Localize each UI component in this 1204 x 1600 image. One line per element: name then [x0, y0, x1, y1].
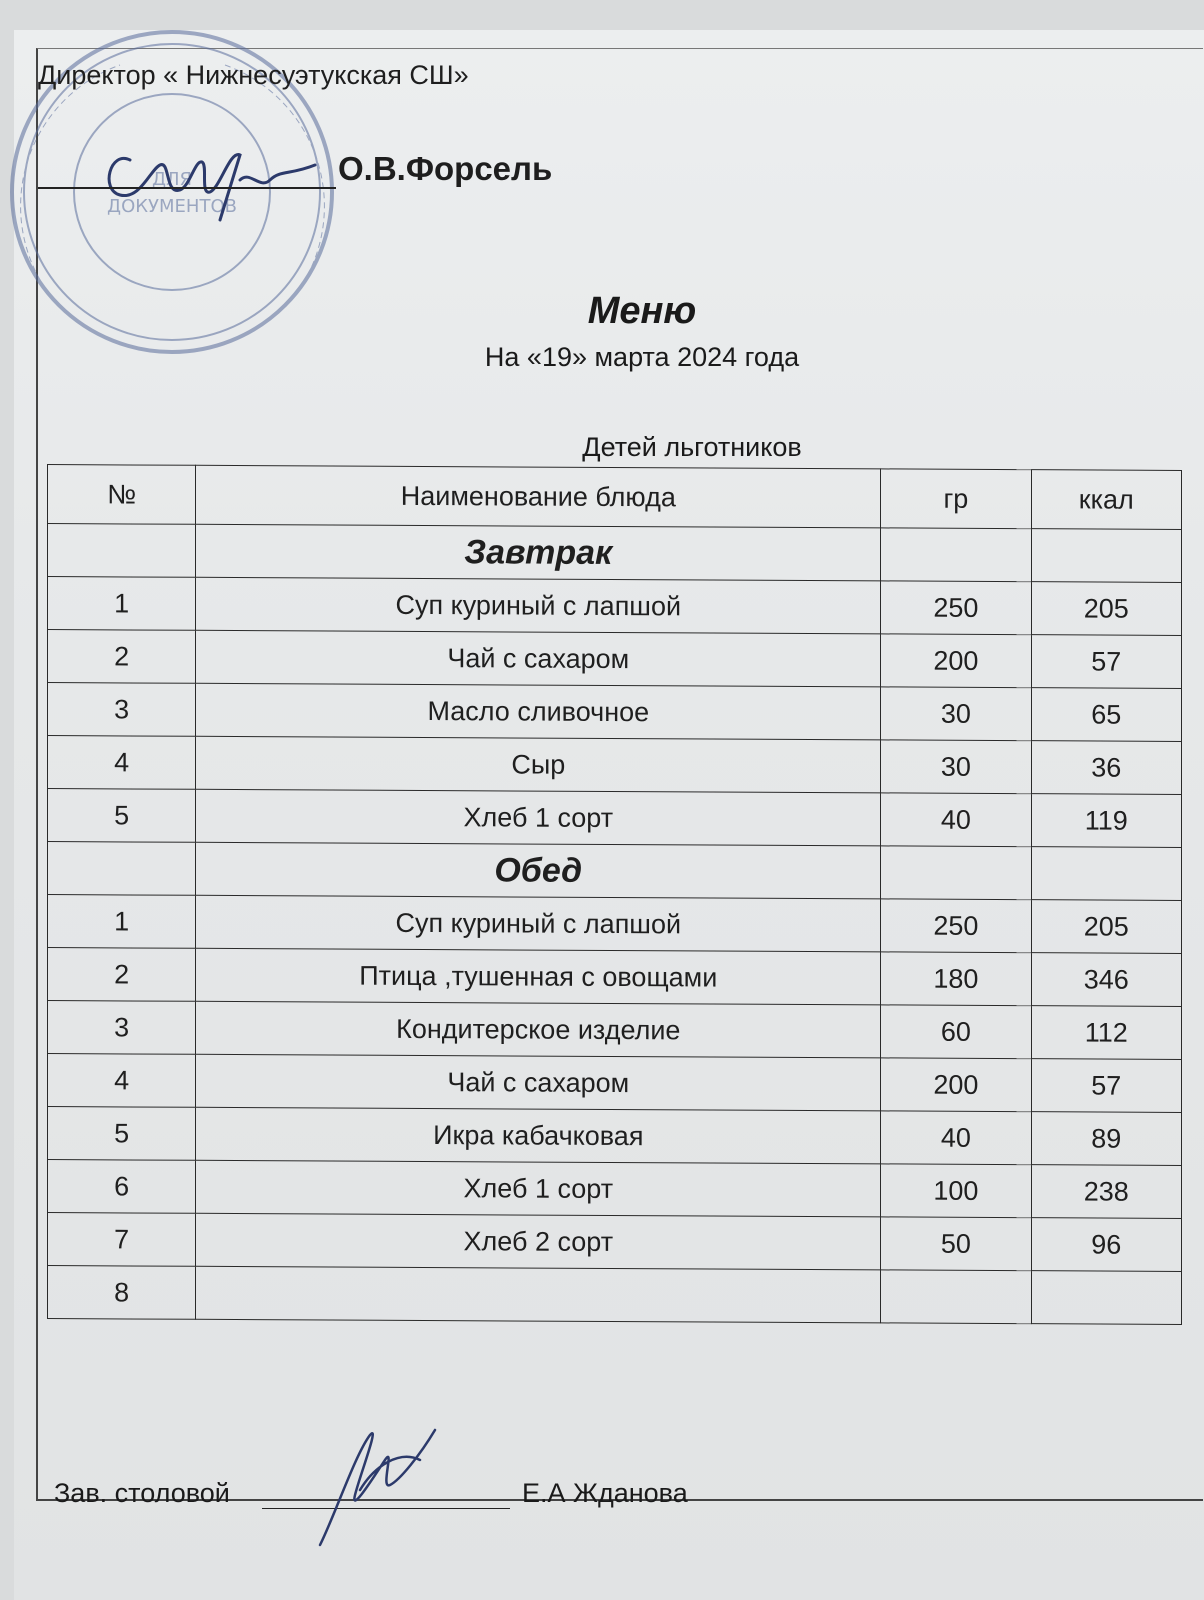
- section-title: Обед: [196, 842, 881, 899]
- table-row: [48, 948, 1182, 1007]
- row-kcal: 205: [1031, 900, 1181, 954]
- row-grams: 30: [881, 740, 1031, 794]
- row-grams: 50: [881, 1217, 1031, 1271]
- table-row: [48, 683, 1182, 742]
- director-signature: [90, 120, 320, 240]
- row-grams: 40: [881, 793, 1031, 847]
- table-row: [48, 1054, 1182, 1113]
- header-grams: гр: [881, 469, 1031, 529]
- row-grams: 40: [881, 1111, 1031, 1165]
- row-number: 3: [48, 683, 196, 737]
- row-number: 2: [48, 948, 196, 1002]
- table-row: [48, 630, 1182, 689]
- canteen-head-name: Е.А Жданова: [522, 1478, 688, 1508]
- row-dish: Хлеб 2 сорт: [196, 1213, 881, 1270]
- row-number: 5: [48, 1107, 196, 1161]
- row-grams: 30: [881, 687, 1031, 741]
- section-title: Завтрак: [196, 524, 881, 581]
- row-number: 3: [48, 1001, 196, 1055]
- row-grams: 100: [881, 1164, 1031, 1218]
- row-grams: 250: [881, 581, 1031, 635]
- director-signature-line: [38, 187, 336, 189]
- row-kcal: 89: [1031, 1112, 1181, 1166]
- row-grams: 180: [881, 952, 1031, 1006]
- row-grams: 60: [881, 1005, 1031, 1059]
- row-kcal: [1031, 1271, 1181, 1325]
- row-kcal: 238: [1031, 1165, 1181, 1219]
- director-name: О.В.Форсель: [338, 150, 553, 187]
- header-number: №: [48, 465, 196, 525]
- row-kcal: 119: [1031, 794, 1181, 848]
- svg-text:ДЛЯ: ДЛЯ: [151, 169, 193, 190]
- header-kcal: ккал: [1031, 470, 1181, 530]
- table-row: [48, 1160, 1182, 1219]
- row-kcal: 57: [1031, 635, 1181, 689]
- section-row-lunch: [48, 842, 1182, 901]
- row-kcal: 346: [1031, 953, 1181, 1007]
- canteen-head-label: Зав. столовой: [54, 1478, 230, 1508]
- row-number: 4: [48, 1054, 196, 1108]
- row-grams: 250: [881, 899, 1031, 953]
- row-grams: [881, 1270, 1031, 1324]
- row-kcal: 65: [1031, 688, 1181, 742]
- row-number: 2: [48, 630, 196, 684]
- row-number: 6: [48, 1160, 196, 1214]
- row-dish: Птица ,тушенная с овощами: [196, 948, 881, 1005]
- row-dish: Сыр: [196, 736, 881, 793]
- table-row: [48, 736, 1182, 795]
- table-row: [48, 1266, 1182, 1325]
- row-dish: Суп куриный с лапшой: [196, 895, 881, 952]
- row-number: 1: [48, 895, 196, 949]
- menu-subtitle: Детей льготников: [582, 432, 802, 462]
- section-row-breakfast: [48, 524, 1182, 583]
- header-dish-name: Наименование блюда: [196, 465, 881, 528]
- row-dish: Чай с сахаром: [196, 630, 881, 687]
- row-kcal: 57: [1031, 1059, 1181, 1113]
- row-kcal: 36: [1031, 741, 1181, 795]
- row-dish: Хлеб 1 сорт: [196, 789, 881, 846]
- table-row: [48, 1213, 1182, 1272]
- page-title: Меню: [587, 290, 697, 332]
- menu-date: На «19» марта 2024 года: [484, 342, 800, 372]
- table-row: [48, 895, 1182, 954]
- row-grams: 200: [881, 1058, 1031, 1112]
- canteen-head-signature: [300, 1415, 470, 1555]
- row-kcal: 112: [1031, 1006, 1181, 1060]
- table-row: [48, 1107, 1182, 1166]
- row-dish: Икра кабачковая: [196, 1107, 881, 1164]
- row-number: 5: [48, 789, 196, 843]
- svg-text:ДОКУМЕНТОВ: ДОКУМЕНТОВ: [107, 196, 237, 217]
- row-kcal: 205: [1031, 582, 1181, 636]
- table-row: [48, 577, 1182, 636]
- row-dish: Чай с сахаром: [196, 1054, 881, 1111]
- table-header-row: [48, 465, 1182, 530]
- row-dish: Хлеб 1 сорт: [196, 1160, 881, 1217]
- table-row: [48, 789, 1182, 848]
- row-number: 4: [48, 736, 196, 790]
- table-row: [48, 1001, 1182, 1060]
- menu-table: [47, 464, 1182, 1325]
- row-dish: Суп куриный с лапшой: [196, 577, 881, 634]
- row-dish: [196, 1266, 881, 1323]
- row-kcal: 96: [1031, 1218, 1181, 1272]
- row-number: 1: [48, 577, 196, 631]
- row-grams: 200: [881, 634, 1031, 688]
- director-line: Директор « Нижнесуэтукская СШ»: [38, 60, 469, 90]
- row-dish: Масло сливочное: [196, 683, 881, 740]
- row-number: 7: [48, 1213, 196, 1267]
- row-number: 8: [48, 1266, 196, 1320]
- row-dish: Кондитерское изделие: [196, 1001, 881, 1058]
